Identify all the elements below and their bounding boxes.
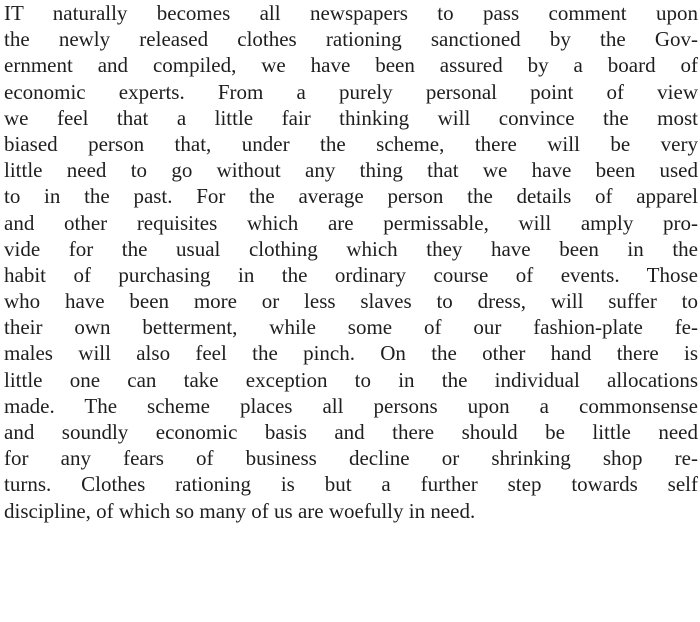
- text-line: economic experts. From a purely personal point of view: [4, 79, 698, 104]
- text-line: habit of purchasing in the ordinary course of events. Those: [4, 262, 698, 287]
- text-line: little need to go without any thing that we have been used: [4, 158, 698, 183]
- text-line: ernment and compiled, we have been assured by a board of: [4, 53, 698, 78]
- text-line: biased person that, under the scheme, there will be very: [4, 131, 698, 156]
- text-line: discipline, of which so many of us are woefully in need.: [4, 498, 476, 523]
- article-body: [4, 0, 698, 524]
- text-line: for any fears of business decline or shrinking shop re-: [4, 446, 698, 471]
- text-line: to in the past. For the average person the details of apparel: [4, 184, 698, 209]
- text-line: and other requisites which are permissable, will amply pro-: [4, 210, 698, 235]
- text-line: little one can take exception to in the individual allocations: [4, 367, 698, 392]
- text-line: IT naturally becomes all newspapers to pass comment upon: [4, 1, 698, 25]
- text-line: made. The scheme places all persons upon a commonsense: [4, 393, 698, 418]
- text-line: vide for the usual clothing which they have been in the: [4, 236, 698, 261]
- text-line: who have been more or less slaves to dress, will suffer to: [4, 289, 698, 314]
- text-line: their own betterment, while some of our fashion-plate fe-: [4, 315, 698, 340]
- text-line: turns. Clothes rationing is but a further step towards self: [4, 472, 698, 497]
- text-line: and soundly economic basis and there should be little need: [4, 420, 698, 444]
- text-line: the newly released clothes rationing sanctioned by the Gov-: [4, 27, 698, 52]
- text-line: males will also feel the pinch. On the other hand there is: [4, 341, 698, 366]
- text-line: we feel that a little fair thinking will convince the most: [4, 105, 698, 130]
